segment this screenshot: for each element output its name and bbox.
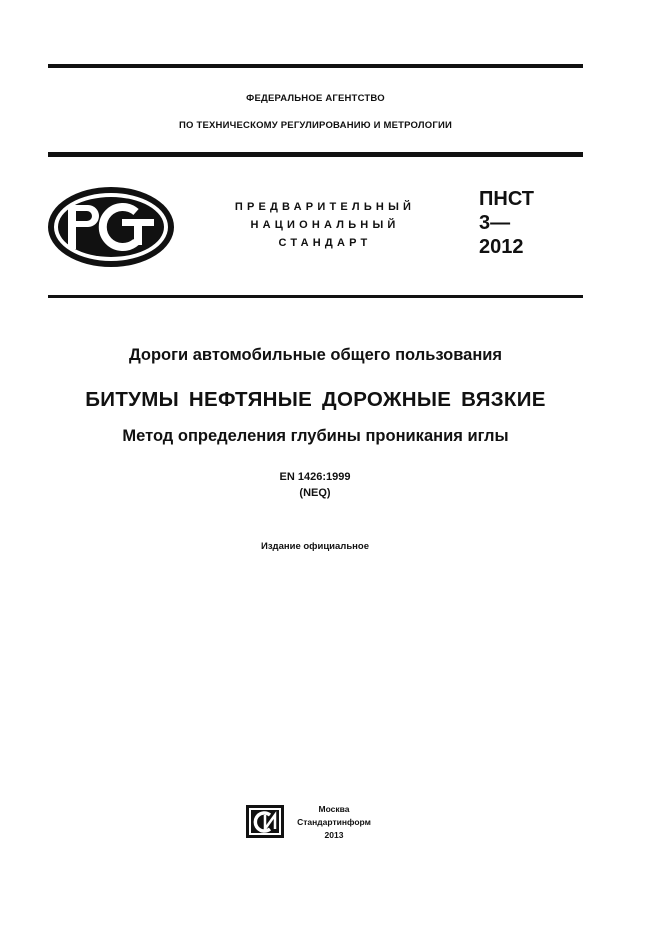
designation-line3: 2012: [479, 236, 524, 258]
agency-name-line1: ФЕДЕРАЛЬНОЕ АГЕНТСТВО: [246, 93, 385, 104]
top-rule: [48, 64, 583, 68]
document-title-line3: Метод определения глубины проникания иглы: [122, 427, 509, 445]
gost-r-mark-icon: [46, 185, 176, 269]
document-title-line1: Дороги автомобильные общего пользования: [128, 346, 503, 364]
edition-label: Издание официальное: [261, 541, 369, 552]
publication-year: 2013: [324, 830, 344, 840]
header-rule: [48, 152, 583, 157]
masthead-bottom-rule: [48, 295, 583, 298]
standard-type-line3: СТАНДАРТ: [278, 237, 372, 249]
document-title-line2: БИТУМЫ НЕФТЯНЫЕ ДОРОЖНЫЕ ВЯЗКИЕ: [85, 388, 546, 411]
agency-name-line2: ПО ТЕХНИЧЕСКОМУ РЕГУЛИРОВАНИЮ И МЕТРОЛОГИИ: [179, 120, 452, 131]
publisher-city: Москва: [318, 804, 350, 814]
standard-type-line1: ПРЕДВАРИТЕЛЬНЫЙ: [234, 201, 416, 213]
standartinform-logo-icon: [246, 805, 284, 838]
standard-designation: [479, 187, 534, 259]
reference-standard: EN 1426:1999: [279, 471, 351, 483]
designation-line1: ПНСТ: [479, 188, 534, 210]
designation-line2: 3—: [479, 212, 511, 234]
reference-equivalence: (NEQ): [299, 487, 331, 499]
standard-type-line2: НАЦИОНАЛЬНЫЙ: [250, 219, 400, 231]
publisher-name: Стандартинформ: [297, 817, 371, 827]
